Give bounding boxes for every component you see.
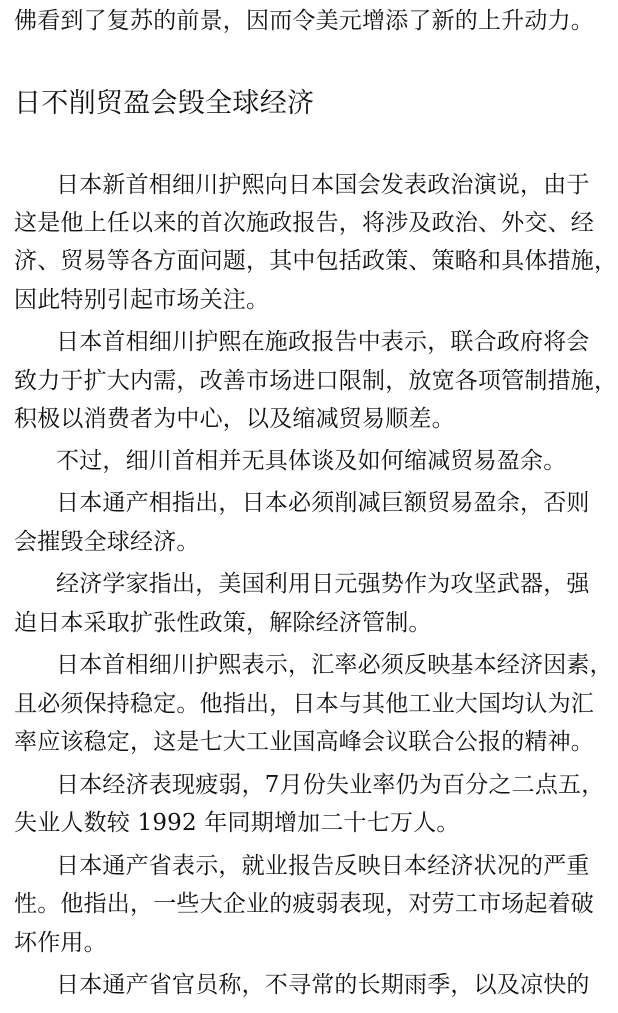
text-line: 性。他指出，一些大企业的疲弱表现，对劳工市场起着破 [14,891,594,917]
text-line: 日本首相细川护熙在施政报告中表示，联合政府将会 [56,329,590,355]
text-line: 坏作用。 [14,930,107,956]
text-line: 且必须保持稳定。他指出，日本与其他工业大国均认为汇 [14,691,594,717]
text-line: 失业人数较 1992 年同期增加二十七万人。 [14,810,460,836]
text-line: 率应该稳定，这是七大工业国高峰会议联合公报的精神。 [14,729,594,755]
text-line: 会摧毁全球经济。 [14,529,200,555]
text-line: 日本首相细川护熙表示，汇率必须反映基本经济因素， [56,652,613,678]
text-line-top: 佛看到了复苏的前景，因而令美元增添了新的上升动力。 [14,8,594,34]
text-line: 因此特别引起市场关注。 [14,287,270,313]
section-heading: 日不削贸盈会毁全球经济 [14,88,315,119]
text-line: 经济学家指出，美国利用日元强势作为攻坚武器，强 [56,571,590,597]
text-line: 日本通产省官员称，不寻常的长期雨季，以及凉快的 [56,972,590,998]
text-line: 日本经济表现疲弱，7月份失业率仍为百分之二点五， [56,772,605,798]
text-line: 日本新首相细川护熙向日本国会发表政治演说，由于 [56,172,590,198]
text-line: 日本通产省表示，就业报告反映日本经济状况的严重 [56,853,590,879]
text-line: 致力于扩大内需，改善市场进口限制，放宽各项管制措施， [14,368,618,394]
text-line: 济、贸易等各方面问题，其中包括政策、策略和具体措施， [14,248,618,274]
text-line: 迫日本采取扩张性政策，解除经济管制。 [14,610,432,636]
text-line: 积极以消费者为中心，以及缩减贸易顺差。 [14,406,455,432]
text-line: 这是他上任以来的首次施政报告，将涉及政治、外交、经 [14,210,594,236]
text-line: 日本通产相指出，日本必须削减巨额贸易盈余，否则 [56,490,590,516]
text-line: 不过，细川首相并无具体谈及如何缩减贸易盈余。 [56,448,567,474]
